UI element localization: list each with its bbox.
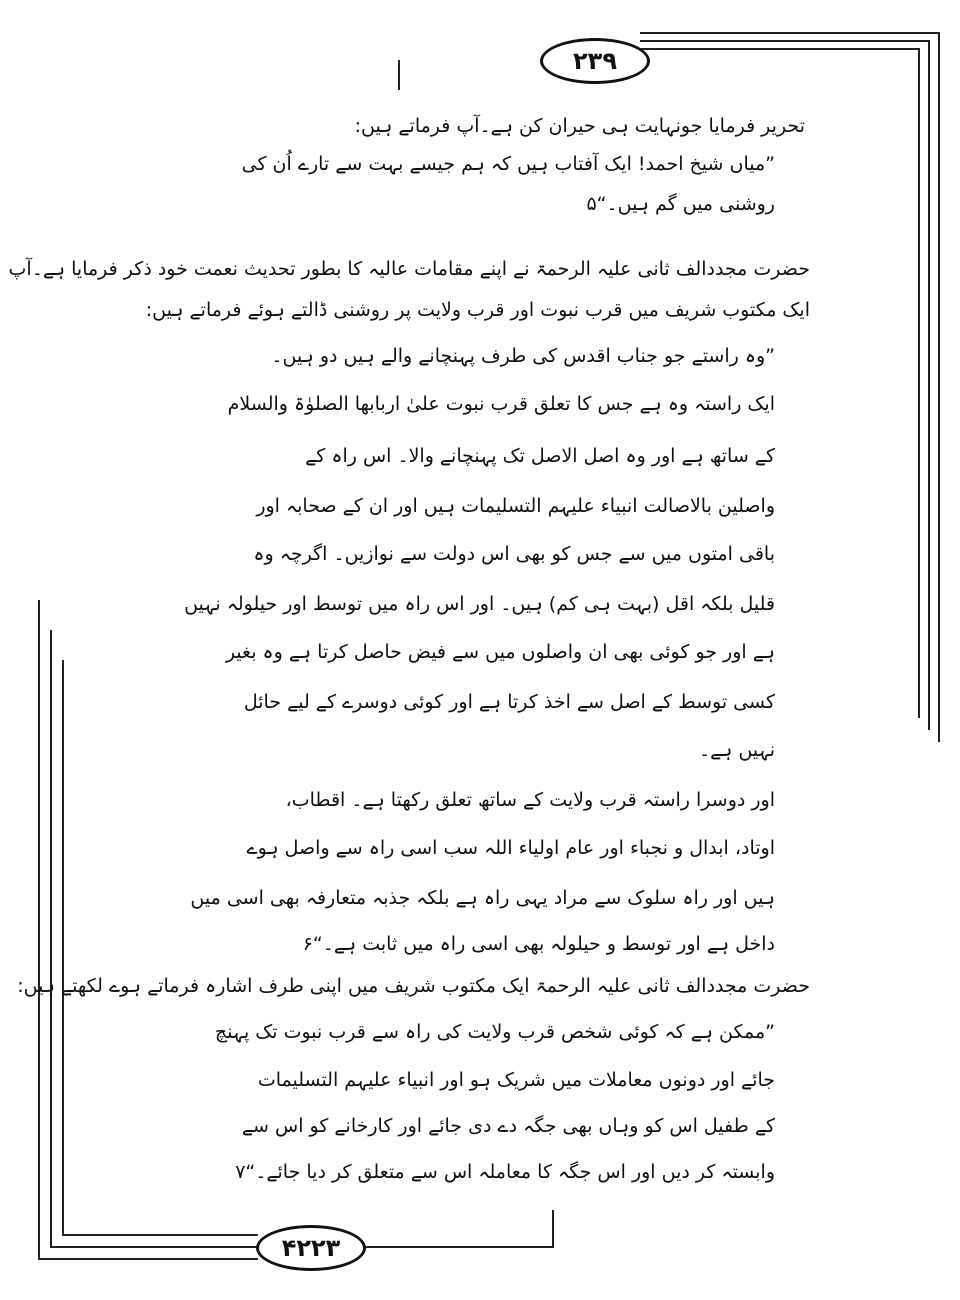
quote-line-13: اوتاد، ابدال و نجباء اور عام اولیاء اللہ سب اسی راہ سے واصل ہوے xyxy=(246,837,775,859)
quote-line-7: باقی امتوں میں سے جس کو بھی اس دولت سے نوازیں۔ اگرچہ وہ xyxy=(253,543,775,565)
frame-line-top-1 xyxy=(640,48,920,50)
quote-line-9: ہے اور جو کوئی بھی ان واصلوں میں سے فیض حاصل کرتا ہے وہ بغیر xyxy=(225,641,775,663)
quote-line-8: قلیل بلکہ اقل (بہت ہی کم) ہیں۔ اور اس راہ میں توسط اور حیلولہ نہیں xyxy=(184,593,775,615)
quote-line-6: واصلین بالاصالت انبیاء علیہم التسلیمات ہیں اور ان کے صحابہ اور xyxy=(256,495,775,517)
quote-line-19: وابستہ کر دیں اور اس جگہ کا معاملہ اس سے متعلق کر دیا جائے۔“۷ xyxy=(235,1161,775,1183)
frame-line-bottom-2 xyxy=(50,1246,258,1248)
text-line-1: تحریر فرمایا جونہایت ہی حیران کن ہے۔آپ فرماتے ہیں: xyxy=(354,115,805,137)
quote-line-16: ”ممکن ہے کہ کوئی شخص قرب ولایت کی راہ سے قرب نبوت تک پہنچ xyxy=(214,1021,775,1043)
text-line-2: حضرت مجددالف ثانی علیہ الرحمۃ نے اپنے مقامات عالیہ کا بطور تحدیث نعمت خود ذکر فرمایا ہے۔آپ xyxy=(8,258,810,280)
frame-line-bottom-1 xyxy=(38,1258,258,1260)
quote-line-3: ”وہ راستے جو جناب اقدس کی طرف پہنچانے والے ہیں دو ہیں۔ xyxy=(271,345,775,367)
frame-line-bottom-right-1 xyxy=(362,1246,552,1248)
page-number-bottom: ۴۲۲۳ xyxy=(256,1225,366,1271)
page-number-top: ۲۳۹ xyxy=(540,38,650,84)
frame-line-top-3 xyxy=(640,32,940,34)
frame-line-bottom-3 xyxy=(62,1234,258,1236)
quote-line-18: کے طفیل اس کو وہاں بھی جگہ دے دی جائے اور کارخانے کو اس سے xyxy=(241,1115,775,1137)
text-line-3: ایک مکتوب شریف میں قرب نبوت اور قرب ولایت پر روشنی ڈالتے ہوئے فرماتے ہیں: xyxy=(145,299,810,321)
frame-line-top-2 xyxy=(640,40,930,42)
frame-line-top-right-2 xyxy=(928,40,930,730)
frame-line-top-left-cap xyxy=(398,60,400,90)
quote-line-11: نہیں ہے۔ xyxy=(698,739,775,761)
frame-line-bottom-left-2 xyxy=(50,630,52,1248)
frame-line-bottom-left-1 xyxy=(38,600,40,1260)
frame-line-top-right-3 xyxy=(938,32,940,742)
quote-line-12: اور دوسرا راستہ قرب ولایت کے ساتھ تعلق رکھتا ہے۔ اقطاب، xyxy=(285,789,775,811)
text-line-4: حضرت مجددالف ثانی علیہ الرحمۃ ایک مکتوب شریف میں اپنی طرف اشارہ فرماتے ہوے لکھتے ہیں: xyxy=(17,975,810,997)
frame-line-top-right-1 xyxy=(918,48,920,718)
frame-line-bottom-right-cap xyxy=(552,1210,554,1248)
quote-line-2: روشنی میں گم ہیں۔“۵ xyxy=(586,193,775,215)
frame-line-bottom-left-3 xyxy=(62,660,64,1236)
quote-line-14: ہیں اور راہ سلوک سے مراد یہی راہ ہے بلکہ جذبہ متعارفہ بھی اسی میں xyxy=(190,887,775,909)
quote-line-17: جائے اور دونوں معاملات میں شریک ہو اور انبیاء علیہم التسلیمات xyxy=(257,1069,775,1091)
quote-line-10: کسی توسط کے اصل سے اخذ کرتا ہے اور کوئی دوسرے کے لیے حائل xyxy=(243,691,775,713)
quote-line-4: ایک راستہ وہ ہے جس کا تعلق قرب نبوت علیٰ اربابھا الصلوٰۃ والسلام xyxy=(227,393,775,415)
quote-line-1: ”میاں شیخ احمد! ایک آفتاب ہیں کہ ہم جیسے بہت سے تارے اُن کی xyxy=(241,153,775,175)
quote-line-5: کے ساتھ ہے اور وہ اصل الاصل تک پہنچانے والا۔ اس راہ کے xyxy=(305,445,775,467)
quote-line-15: داخل ہے اور توسط و حیلولہ بھی اسی راہ میں ثابت ہے۔“۶ xyxy=(302,933,775,955)
